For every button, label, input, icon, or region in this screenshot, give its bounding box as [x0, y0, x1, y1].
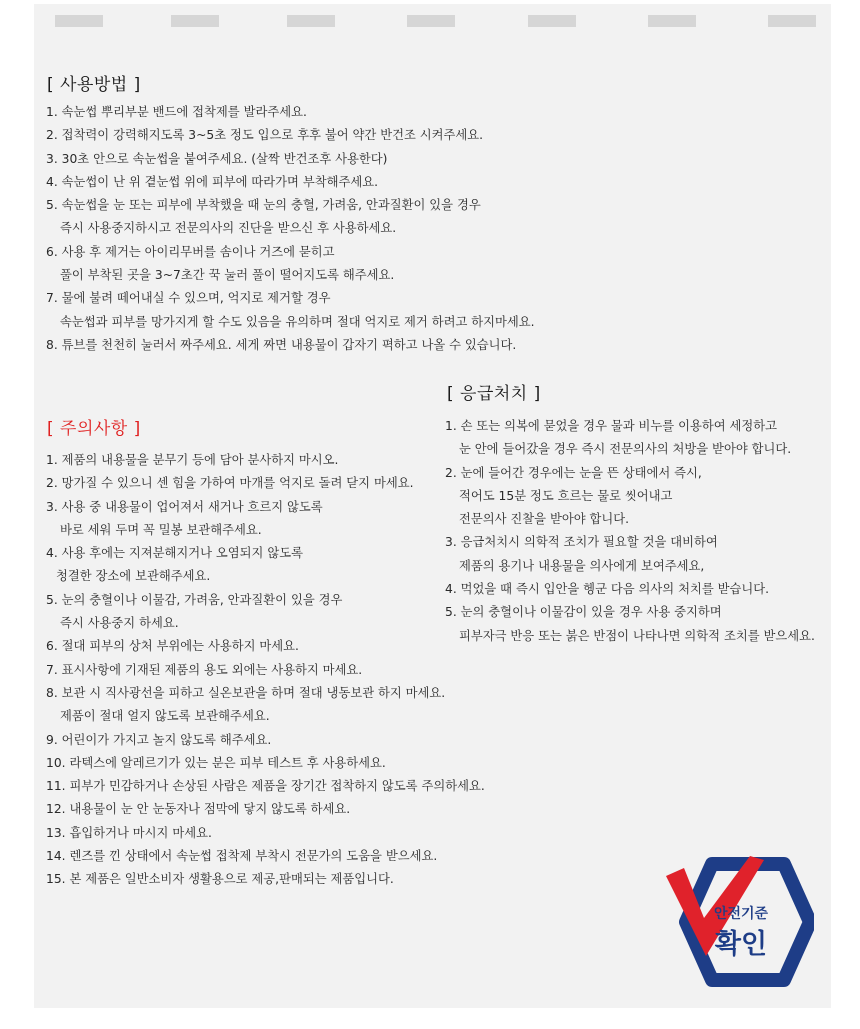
- badge-line2: 확인: [714, 929, 768, 960]
- list-item: 7. 표시사항에 기재된 제품의 용도 외에는 사용하지 마세요.: [46, 662, 363, 677]
- list-item: 제품의 용기나 내용물을 의사에게 보여주세요,: [459, 558, 705, 573]
- binder-tab: [648, 15, 696, 27]
- list-item: 8. 보관 시 직사광선을 피하고 실온보관을 하며 절대 냉동보관 하지 마세요.: [46, 685, 446, 700]
- usage-list: [46, 101, 535, 357]
- list-item: 6. 절대 피부의 상처 부위에는 사용하지 마세요.: [46, 639, 299, 654]
- caution-list: [46, 449, 485, 892]
- list-item: 10. 라텍스에 알레르기가 있는 분은 피부 테스트 후 사용하세요.: [46, 755, 386, 770]
- list-item: 속눈썹과 피부를 망가지게 할 수도 있음을 유의하며 절대 억지로 제거 하려고 하지마세요.: [60, 314, 535, 329]
- binder-tab: [528, 15, 576, 27]
- list-item: 5. 속눈썹을 눈 또는 피부에 부착했을 때 눈의 충혈, 가려움, 안과질환이 있을 경우: [46, 198, 481, 213]
- list-item: 11. 피부가 민감하거나 손상된 사람은 제품을 장기간 접착하지 않도록 주의하세요.: [46, 779, 485, 794]
- list-item: 전문의사 진찰을 받아야 합니다.: [459, 512, 630, 527]
- list-item: 적어도 15분 정도 흐르는 물로 씻어내고: [459, 488, 673, 503]
- list-item: 바로 세워 두며 꼭 밀봉 보관해주세요.: [60, 522, 262, 537]
- list-item: 청결한 장소에 보관해주세요.: [56, 569, 211, 584]
- list-item: 1. 속눈썹 뿌리부분 밴드에 접착제를 발라주세요.: [46, 105, 307, 119]
- binder-tab: [407, 15, 455, 27]
- list-item: 즉시 사용중지 하세요.: [60, 616, 179, 631]
- list-item: 4. 속눈썹이 난 위 곁눈썹 위에 피부에 따라가며 부착해주세요.: [46, 174, 379, 189]
- list-item: 2. 접착력이 강력해지도록 3~5초 정도 입으로 후후 불어 약간 반건조 시켜주세요.: [46, 128, 484, 143]
- list-item: 15. 본 제품은 일반소비자 생활용으로 제공,판매되는 제품입니다.: [46, 872, 394, 887]
- list-item: 6. 사용 후 제거는 아이리무버를 솜이나 거즈에 묻히고: [46, 244, 335, 259]
- badge-line1: 안전기준: [713, 906, 769, 922]
- list-item: 즉시 사용중지하시고 전문의사의 진단을 받으신 후 사용하세요.: [60, 221, 397, 236]
- list-item: 피부자극 반응 또는 붉은 반점이 나타나면 의학적 조치를 받으세요.: [459, 628, 815, 643]
- caution-heading: [ 주의사항 ]: [47, 419, 141, 439]
- list-item: 1. 제품의 내용물을 분무기 등에 담아 분사하지 마시오.: [46, 453, 339, 467]
- list-item: 3. 30초 안으로 속눈썹을 붙여주세요. (살짝 반건조후 사용한다): [46, 151, 388, 166]
- list-item: 제품이 절대 얼지 않도록 보관해주세요.: [60, 709, 270, 724]
- list-item: 8. 튜브를 천천히 눌러서 짜주세요. 세게 짜면 내용물이 갑자기 펵하고 나올 수 있습니다.: [46, 337, 517, 352]
- binder-tab: [55, 15, 103, 27]
- list-item: 9. 어린이가 가지고 놀지 않도록 해주세요.: [46, 732, 272, 747]
- list-item: 2. 눈에 들어간 경우에는 눈을 뜬 상태에서 즉시,: [445, 465, 702, 480]
- usage-heading: [ 사용방법 ]: [47, 75, 141, 95]
- list-item: 3. 사용 중 내용물이 업어져서 새거나 흐르지 않도록: [46, 499, 323, 514]
- first-aid-list: [445, 415, 815, 648]
- list-item: 4. 사용 후에는 지져분해지거나 오염되지 않도록: [46, 546, 303, 561]
- list-item: 눈 안에 들어갔을 경우 즉시 전문의사의 처방을 받아야 합니다.: [459, 442, 792, 457]
- binder-tab: [768, 15, 816, 27]
- binder-tab: [287, 15, 335, 27]
- list-item: 2. 망가질 수 있으니 센 힘을 가하여 마개를 억지로 돌려 닫지 마세요.: [46, 476, 414, 491]
- list-item: 5. 눈의 충혈이나 이물감이 있을 경우 사용 중지하며: [445, 605, 722, 620]
- list-item: 풀이 부착된 곳을 3~7초간 꾹 눌러 풀이 떨어지도록 해주세요.: [60, 268, 395, 283]
- list-item: 13. 흡입하거나 마시지 마세요.: [46, 825, 212, 840]
- list-item: 7. 물에 불려 떼어내실 수 있으며, 억지로 제거할 경우: [46, 291, 331, 306]
- first-aid-heading: [ 응급처치 ]: [447, 384, 541, 404]
- list-item: 4. 먹었을 때 즉시 입안을 헹군 다음 의사의 처치를 받습니다.: [445, 582, 770, 597]
- list-item: 1. 손 또는 의복에 묻었을 경우 물과 비누를 이용하여 세정하고: [445, 419, 778, 433]
- list-item: 14. 렌즈를 낀 상태에서 속눈썹 접착제 부착시 전문가의 도움을 받으세요.: [46, 849, 438, 864]
- binder-tab: [171, 15, 219, 27]
- list-item: 3. 응급처치시 의학적 조치가 필요할 것을 대비하여: [445, 535, 718, 550]
- list-item: 12. 내용물이 눈 안 눈동자나 점막에 닿지 않도록 하세요.: [46, 802, 351, 817]
- list-item: 5. 눈의 충혈이나 이물감, 가려움, 안과질환이 있을 경우: [46, 592, 343, 607]
